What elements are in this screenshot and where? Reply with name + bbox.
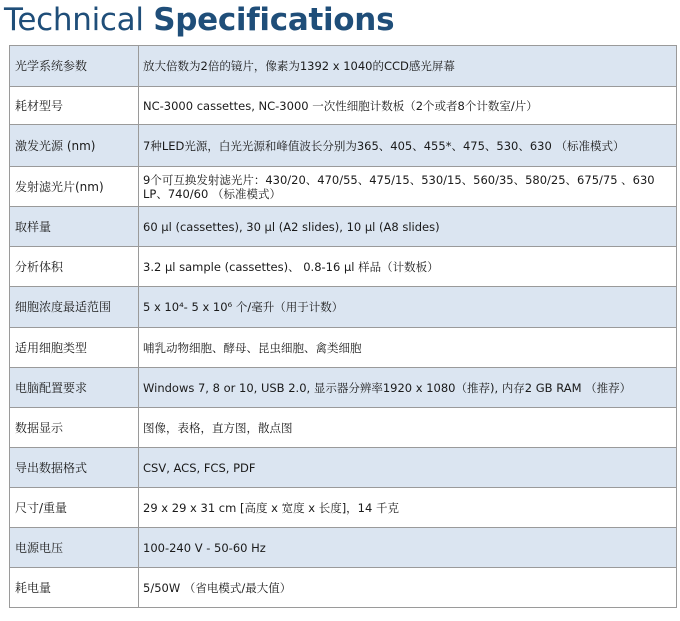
row-value: CSV, ACS, FCS, PDF bbox=[139, 448, 677, 488]
table-row bbox=[10, 528, 677, 568]
row-label: 适用细胞类型 bbox=[10, 328, 139, 368]
row-value: 3.2 µl sample (cassettes)、 0.8-16 µl 样品（计数板） bbox=[139, 247, 677, 287]
row-label: 电脑配置要求 bbox=[10, 368, 139, 408]
row-label: 激发光源 (nm) bbox=[10, 125, 139, 167]
table-row bbox=[10, 125, 677, 167]
row-value: 29 x 29 x 31 cm [高度 x 宽度 x 长度]，14 千克 bbox=[139, 488, 677, 528]
table-row bbox=[10, 247, 677, 287]
row-value: Windows 7, 8 or 10, USB 2.0, 显示器分辨率1920 x 1080（推荐), 内存2 GB RAM （推荐） bbox=[139, 368, 677, 408]
table-row bbox=[10, 568, 677, 608]
row-value: 哺乳动物细胞、酵母、昆虫细胞、禽类细胞 bbox=[139, 328, 677, 368]
row-value: 5/50W （省电模式/最大值） bbox=[139, 568, 677, 608]
title-bold: Specifications bbox=[153, 2, 395, 38]
row-label: 发射滤光片(nm) bbox=[10, 167, 139, 207]
row-value: 7种LED光源，白光光源和峰值波长分别为365、405、455*、475、530、630 （标准模式） bbox=[139, 125, 677, 167]
row-value: 放大倍数为2倍的镜片，像素为1392 x 1040的CCD感光屏幕 bbox=[139, 46, 677, 87]
page-title bbox=[4, 0, 394, 40]
row-value: 图像，表格，直方图，散点图 bbox=[139, 408, 677, 448]
table-row bbox=[10, 408, 677, 448]
table-row bbox=[10, 368, 677, 408]
row-label: 导出数据格式 bbox=[10, 448, 139, 488]
table-row bbox=[10, 488, 677, 528]
table-row bbox=[10, 167, 677, 207]
row-value: 60 µl (cassettes), 30 µl (A2 slides), 10 µl (A8 slides) bbox=[139, 207, 677, 247]
row-label: 尺寸/重量 bbox=[10, 488, 139, 528]
title-light: Technical bbox=[4, 2, 154, 38]
table-row bbox=[10, 46, 677, 87]
table-row bbox=[10, 207, 677, 247]
row-label: 光学系统参数 bbox=[10, 46, 139, 87]
specifications-table bbox=[9, 45, 677, 608]
row-label: 细胞浓度最适范围 bbox=[10, 287, 139, 328]
row-value: 9个可互换发射滤光片：430/20、470/55、475/15、530/15、560/35、580/25、675/75 、630 LP、740/60 （标准模式） bbox=[139, 167, 677, 207]
row-label: 电源电压 bbox=[10, 528, 139, 568]
row-value: 100-240 V - 50-60 Hz bbox=[139, 528, 677, 568]
table-row bbox=[10, 328, 677, 368]
row-label: 耗电量 bbox=[10, 568, 139, 608]
row-label: 取样量 bbox=[10, 207, 139, 247]
row-value: NC-3000 cassettes, NC-3000 一次性细胞计数板（2个或者8个计数室/片） bbox=[139, 87, 677, 125]
row-label: 分析体积 bbox=[10, 247, 139, 287]
row-value: 5 x 10⁴- 5 x 10⁶ 个/毫升（用于计数） bbox=[139, 287, 677, 328]
row-label: 耗材型号 bbox=[10, 87, 139, 125]
table-row bbox=[10, 448, 677, 488]
table-row bbox=[10, 87, 677, 125]
row-label: 数据显示 bbox=[10, 408, 139, 448]
specifications-body bbox=[10, 46, 677, 608]
table-row bbox=[10, 287, 677, 328]
